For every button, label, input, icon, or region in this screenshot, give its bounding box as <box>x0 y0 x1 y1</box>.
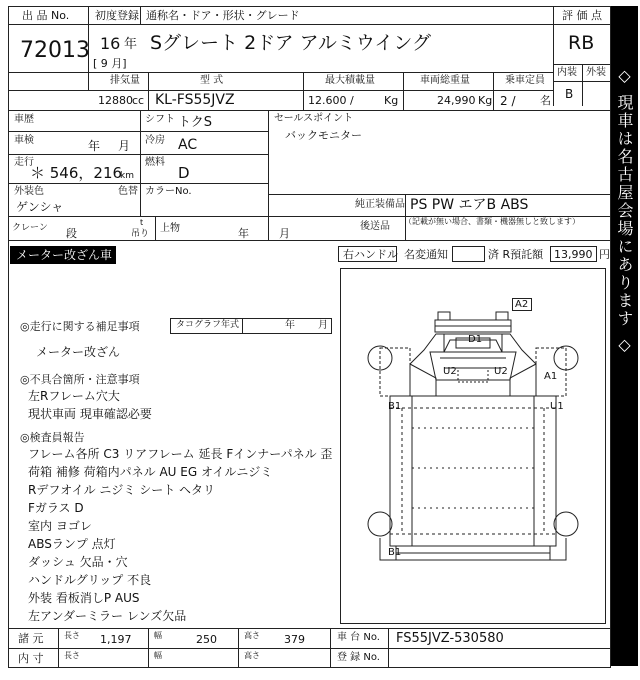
recycle-label: 済 R預託額 <box>488 248 544 261</box>
sales-point-label: セールスポイント <box>274 113 354 124</box>
gross-weight-value: 24,990 <box>437 94 476 107</box>
registration-label: 登 録 No. <box>337 652 380 663</box>
first-reg-year: 16 <box>100 34 121 53</box>
score-value: RB <box>568 32 595 54</box>
inspector-line: 室内 ヨゴレ <box>28 519 92 533</box>
length-value: 1,197 <box>100 633 132 646</box>
tacho-label: タコグラフ年式 <box>176 320 240 330</box>
capacity-unit: 名 <box>540 94 551 107</box>
inspector-line: 外装 看板消しP AUS <box>28 591 140 605</box>
sales-point-value: バックモニター <box>285 129 362 142</box>
damage-mark: B1 <box>388 401 402 412</box>
crane-label: クレーン <box>12 223 48 233</box>
fuel-value: D <box>178 164 190 182</box>
mileage-value: ＊ 546，216 <box>30 164 123 182</box>
equipment-value: PS PW エアB ABS <box>410 197 529 213</box>
cc-unit: cc <box>132 94 145 107</box>
first-reg-year-unit: 年 <box>124 37 138 52</box>
interior-dims-label: 内 寸 <box>18 652 44 665</box>
first-reg-month: [ 9 月] <box>93 57 127 70</box>
defect-line: 現状車両 現車確認必要 <box>28 407 152 421</box>
height-value: 379 <box>284 633 305 646</box>
retrofit-note: （記載が無い場合、書類・機器無しと致します） <box>404 217 580 226</box>
max-load-unit: Kg <box>384 94 399 107</box>
name-change-label: 名変通知 <box>404 248 448 261</box>
tampered-meter-banner-text: メーター改ざん車 <box>16 248 113 262</box>
crane-ton-top: t <box>140 218 144 227</box>
crane-stage: 段 <box>66 227 77 240</box>
length-label: 長さ <box>64 631 80 640</box>
mount-month: 月 <box>279 227 290 240</box>
score-label: 評 価 点 <box>562 9 602 22</box>
inspector-line: Rデフオイル ニジミ シート ヘタリ <box>28 483 216 497</box>
mount-label: 上物 <box>160 223 180 234</box>
damage-mark: D1 <box>468 334 483 345</box>
interior-width-label: 幅 <box>154 651 162 660</box>
chassis-label: 車 台 No. <box>337 632 380 643</box>
crane-ton: 吊り <box>131 229 150 239</box>
width-label: 幅 <box>154 631 162 640</box>
shift-label: シフト <box>145 114 175 125</box>
damage-mark: U2 <box>443 366 457 377</box>
model-label: 型 式 <box>200 75 224 86</box>
inspection-year: 年 <box>88 139 101 153</box>
cc-label: 排気量 <box>110 75 140 86</box>
driving-heading: ◎走行に関する補足事項 <box>20 320 140 333</box>
damage-mark: A2 <box>515 299 529 310</box>
inspector-line: 荷箱 補修 荷箱内パネル AU EG オイルニジミ <box>28 465 273 479</box>
driving-note: メーター改ざん <box>36 345 121 359</box>
damage-mark: U2 <box>494 366 508 377</box>
model-value: KL-FS55JVZ <box>155 92 235 108</box>
inspector-heading: ◎検査員報告 <box>20 431 85 444</box>
dims-label: 諸 元 <box>18 632 44 645</box>
fuel-label: 燃料 <box>145 157 165 168</box>
interior-length-label: 長さ <box>64 651 80 660</box>
inspector-line: ハンドルグリップ 不良 <box>28 573 152 587</box>
max-load-label: 最大積載量 <box>325 75 375 86</box>
tacho-month: 月 <box>318 320 328 331</box>
inspector-line: フレーム各所 C3 リアフレーム 延長 Fインナーパネル 歪 <box>28 447 333 461</box>
color-value: ゲンシャ <box>16 200 64 214</box>
first-reg-label: 初度登録 <box>95 9 139 22</box>
interior-height-label: 高さ <box>244 651 260 660</box>
max-load-value: 12.600 / <box>308 94 354 107</box>
right-hand-text: 右ハンドル <box>343 248 398 261</box>
inspector-line: Fガラス D <box>28 501 84 515</box>
gross-weight-unit: Kg <box>478 94 493 107</box>
mount-year: 年 <box>238 227 249 240</box>
damage-mark: B1 <box>388 547 402 558</box>
exterior-grade-label: 外装 <box>586 67 606 78</box>
retrofit-label: 後送品 <box>360 221 390 232</box>
inspector-line: ダッシュ 欠品・穴 <box>28 555 128 569</box>
tacho-year: 年 <box>285 320 295 331</box>
mileage-unit: km <box>120 171 134 181</box>
grade-label: 通称名・ドア・形状・グレード <box>146 9 300 22</box>
interior-grade: B <box>565 87 574 101</box>
gross-weight-label: 車両総重量 <box>420 75 470 86</box>
color-code-label: カラーNo. <box>145 186 192 197</box>
equipment-label: 純正装備品 <box>355 199 405 210</box>
lot-label: 出 品 No. <box>22 9 70 22</box>
car-name: Sグレート 2ドア アルミウイング <box>150 32 431 54</box>
color-change-label: 色替 <box>118 186 138 197</box>
width-value: 250 <box>196 633 217 646</box>
inspector-line: ABSランプ 点灯 <box>28 537 116 551</box>
height-label: 高さ <box>244 631 260 640</box>
capacity-label: 乗車定員 <box>505 75 545 86</box>
name-change-box <box>452 246 485 262</box>
capacity-value: 2 / <box>500 94 516 108</box>
color-label: 外装色 <box>14 186 44 197</box>
damage-mark: A1 <box>544 371 558 382</box>
defect-line: 左Rフレーム穴大 <box>28 389 120 403</box>
recycle-amount: 13,990 <box>554 248 593 261</box>
defect-heading-visible: ◎不具合箇所・注意事項 <box>20 373 140 386</box>
location-side-banner <box>611 6 638 666</box>
location-side-text: ◇ 現車は名古屋会場にあります ◇ <box>615 66 634 357</box>
inspection-label: 車検 <box>14 135 34 146</box>
truck-diagram <box>340 268 606 624</box>
shift-value: トクS <box>178 115 212 130</box>
chassis-value: FS55JVZ-530580 <box>396 631 504 646</box>
ac-label: 冷房 <box>145 135 165 146</box>
mileage-label: 走行 <box>14 157 34 168</box>
cc-value: 12880 <box>98 94 133 107</box>
damage-mark: U1 <box>550 401 564 412</box>
lot-number: 72013 <box>20 38 90 63</box>
inspection-month: 月 <box>118 139 131 153</box>
inspector-line: 左アンダーミラー レンズ欠品 <box>28 609 187 623</box>
recycle-unit: 円 <box>599 248 610 261</box>
interior-grade-label: 内装 <box>557 67 577 78</box>
ac-value: AC <box>178 137 198 153</box>
history-label: 車歴 <box>14 114 34 125</box>
